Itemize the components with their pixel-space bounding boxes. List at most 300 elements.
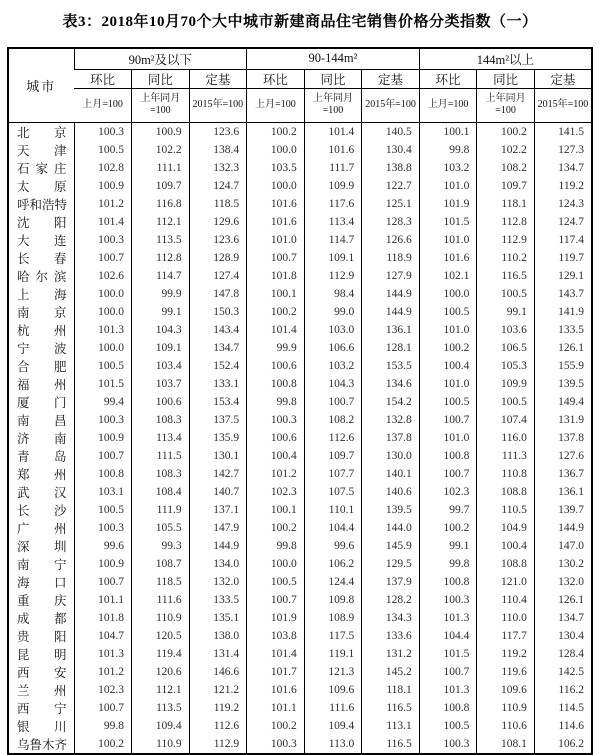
city-name: 青岛: [17, 449, 67, 464]
city-name: 南京: [17, 305, 67, 320]
index-value-cell: 128.2: [362, 591, 420, 609]
index-value-cell: 114.6: [534, 717, 592, 735]
city-column-header: 城市: [8, 48, 74, 122]
index-value-cell: 101.0: [419, 375, 477, 393]
table-row: [8, 159, 592, 177]
index-value-cell: 124.4: [304, 573, 362, 591]
index-value-cell: 112.6: [304, 429, 362, 447]
city-name: 济南: [17, 431, 67, 446]
index-value-cell: 110.4: [477, 591, 535, 609]
index-value-cell: 100.4: [419, 357, 477, 375]
index-value-cell: 100.8: [419, 699, 477, 717]
base-same-month-last-year: 上年同月=100: [132, 88, 190, 122]
index-value-cell: 128.1: [362, 339, 420, 357]
index-value-cell: 99.8: [74, 717, 132, 735]
index-value-cell: 144.0: [362, 519, 420, 537]
index-value-cell: 127.9: [362, 267, 420, 285]
table-row: [8, 573, 592, 591]
price-index-table: [7, 47, 593, 755]
index-value-cell: 104.3: [132, 321, 190, 339]
index-value-cell: 101.0: [419, 321, 477, 339]
city-name: 南宁: [17, 557, 67, 572]
base-prev-month: 上月=100: [419, 88, 477, 122]
index-value-cell: 142.5: [534, 663, 592, 681]
index-value-cell: 106.5: [477, 339, 535, 357]
index-value-cell: 100.8: [247, 375, 305, 393]
index-value-cell: 101.1: [247, 699, 305, 717]
index-value-cell: 101.7: [247, 663, 305, 681]
index-value-cell: 142.7: [189, 465, 247, 483]
subheader-fixed-base: 定基: [362, 69, 420, 88]
index-value-cell: 141.5: [534, 122, 592, 141]
index-value-cell: 100.3: [74, 411, 132, 429]
index-value-cell: 106.2: [304, 555, 362, 573]
index-value-cell: 100.5: [419, 303, 477, 321]
index-value-cell: 98.4: [304, 285, 362, 303]
index-value-cell: 100.7: [247, 591, 305, 609]
index-value-cell: 103.7: [132, 375, 190, 393]
table-row: [8, 267, 592, 285]
index-value-cell: 100.3: [74, 519, 132, 537]
table-row: [8, 429, 592, 447]
index-value-cell: 100.1: [247, 285, 305, 303]
index-value-cell: 103.2: [304, 357, 362, 375]
index-value-cell: 145.2: [362, 663, 420, 681]
index-value-cell: 100.3: [74, 122, 132, 141]
index-value-cell: 141.9: [534, 303, 592, 321]
index-value-cell: 100.2: [247, 519, 305, 537]
index-value-cell: 155.9: [534, 357, 592, 375]
index-value-cell: 101.0: [419, 231, 477, 249]
index-value-cell: 101.2: [74, 195, 132, 213]
city-name: 太原: [17, 179, 67, 194]
city-name: 成都: [17, 611, 67, 626]
city-name: 杭州: [17, 323, 67, 338]
index-value-cell: 139.7: [534, 501, 592, 519]
index-value-cell: 100.5: [74, 141, 132, 159]
index-value-cell: 100.5: [247, 573, 305, 591]
index-value-cell: 104.7: [74, 627, 132, 645]
index-value-cell: 100.2: [477, 122, 535, 141]
index-value-cell: 113.4: [304, 213, 362, 231]
index-value-cell: 100.3: [419, 735, 477, 754]
table-row: [8, 249, 592, 267]
index-value-cell: 110.2: [477, 249, 535, 267]
index-value-cell: 132.0: [189, 573, 247, 591]
index-value-cell: 109.7: [132, 177, 190, 195]
index-value-cell: 117.6: [304, 195, 362, 213]
index-value-cell: 110.9: [132, 609, 190, 627]
index-value-cell: 100.6: [247, 357, 305, 375]
index-value-cell: 146.6: [189, 663, 247, 681]
city-name: 兰州: [17, 683, 67, 698]
header-row-groups: [8, 48, 592, 69]
index-value-cell: 100.8: [74, 465, 132, 483]
index-value-cell: 102.3: [74, 681, 132, 699]
index-value-cell: 137.8: [534, 429, 592, 447]
index-value-cell: 119.2: [189, 699, 247, 717]
index-value-cell: 109.9: [304, 177, 362, 195]
index-value-cell: 108.3: [132, 465, 190, 483]
index-value-cell: 128.4: [534, 645, 592, 663]
index-value-cell: 101.2: [247, 465, 305, 483]
index-value-cell: 119.4: [132, 645, 190, 663]
index-value-cell: 144.9: [362, 303, 420, 321]
index-value-cell: 147.8: [189, 285, 247, 303]
index-value-cell: 144.9: [534, 519, 592, 537]
index-value-cell: 114.5: [534, 699, 592, 717]
city-name: 合肥: [17, 359, 67, 374]
index-value-cell: 107.7: [304, 465, 362, 483]
index-value-cell: 139.5: [534, 375, 592, 393]
city-name: 宁波: [17, 341, 67, 356]
index-value-cell: 140.7: [189, 483, 247, 501]
index-value-cell: 121.3: [304, 663, 362, 681]
index-value-cell: 134.6: [362, 375, 420, 393]
index-value-cell: 129.6: [189, 213, 247, 231]
index-value-cell: 100.7: [74, 699, 132, 717]
index-value-cell: 99.1: [419, 537, 477, 555]
index-value-cell: 100.5: [419, 393, 477, 411]
index-value-cell: 101.6: [419, 249, 477, 267]
index-value-cell: 116.2: [534, 681, 592, 699]
table-row: [8, 303, 592, 321]
index-value-cell: 107.5: [304, 483, 362, 501]
index-value-cell: 133.1: [189, 375, 247, 393]
index-value-cell: 126.1: [534, 339, 592, 357]
index-value-cell: 147.9: [189, 519, 247, 537]
index-value-cell: 113.1: [362, 717, 420, 735]
index-value-cell: 116.5: [362, 735, 420, 754]
index-value-cell: 108.1: [477, 735, 535, 754]
index-value-cell: 135.1: [189, 609, 247, 627]
table-row: [8, 699, 592, 717]
group-header-90-and-below: 90m²及以下: [74, 48, 247, 69]
index-value-cell: 100.3: [74, 231, 132, 249]
index-value-cell: 149.4: [534, 393, 592, 411]
index-value-cell: 100.8: [419, 447, 477, 465]
base-prev-month: 上月=100: [247, 88, 305, 122]
index-value-cell: 101.9: [419, 195, 477, 213]
index-value-cell: 112.6: [189, 717, 247, 735]
index-value-cell: 138.8: [362, 159, 420, 177]
index-value-cell: 112.9: [304, 267, 362, 285]
index-value-cell: 139.5: [362, 501, 420, 519]
index-value-cell: 100.2: [419, 519, 477, 537]
index-value-cell: 123.6: [189, 122, 247, 141]
index-value-cell: 120.5: [132, 627, 190, 645]
index-value-cell: 134.3: [362, 609, 420, 627]
group-header-144-above: 144m²以上: [419, 48, 592, 69]
city-name: 石家庄: [17, 161, 67, 176]
table-row: [8, 681, 592, 699]
index-value-cell: 101.5: [419, 645, 477, 663]
index-value-cell: 102.2: [477, 141, 535, 159]
index-value-cell: 99.9: [132, 285, 190, 303]
table-row: [8, 177, 592, 195]
index-value-cell: 128.3: [362, 213, 420, 231]
index-value-cell: 110.1: [304, 501, 362, 519]
index-value-cell: 101.9: [247, 609, 305, 627]
table-row: [8, 411, 592, 429]
index-value-cell: 147.0: [534, 537, 592, 555]
index-value-cell: 111.1: [132, 159, 190, 177]
index-value-cell: 117.7: [477, 627, 535, 645]
index-value-cell: 133.5: [534, 321, 592, 339]
index-value-cell: 99.4: [74, 393, 132, 411]
index-value-cell: 116.5: [362, 699, 420, 717]
index-value-cell: 101.3: [74, 321, 132, 339]
table-row: [8, 122, 592, 141]
city-name: 大连: [17, 233, 67, 248]
table-row: [8, 555, 592, 573]
index-value-cell: 145.9: [362, 537, 420, 555]
index-value-cell: 109.4: [132, 717, 190, 735]
index-value-cell: 119.7: [534, 249, 592, 267]
index-value-cell: 103.8: [247, 627, 305, 645]
index-value-cell: 117.5: [304, 627, 362, 645]
index-value-cell: 100.5: [74, 501, 132, 519]
city-name: 哈尔滨: [17, 269, 67, 284]
index-value-cell: 104.9: [477, 519, 535, 537]
index-value-cell: 143.7: [534, 285, 592, 303]
index-value-cell: 132.0: [534, 573, 592, 591]
index-value-cell: 109.1: [132, 339, 190, 357]
index-value-cell: 100.0: [74, 339, 132, 357]
index-value-cell: 99.8: [419, 141, 477, 159]
index-value-cell: 101.6: [304, 141, 362, 159]
index-value-cell: 112.8: [132, 249, 190, 267]
index-value-cell: 113.4: [132, 429, 190, 447]
index-value-cell: 109.8: [304, 591, 362, 609]
city-name: 重庆: [17, 593, 67, 608]
index-value-cell: 144.9: [189, 537, 247, 555]
index-value-cell: 100.0: [74, 285, 132, 303]
index-value-cell: 100.1: [419, 122, 477, 141]
table-row: [8, 231, 592, 249]
index-value-cell: 112.9: [477, 231, 535, 249]
header-row-subtype: [8, 69, 592, 88]
index-value-cell: 118.9: [362, 249, 420, 267]
base-2015: 2015年=100: [362, 88, 420, 122]
index-value-cell: 101.2: [74, 663, 132, 681]
index-value-cell: 132.8: [362, 411, 420, 429]
index-value-cell: 100.6: [247, 429, 305, 447]
index-value-cell: 110.8: [477, 465, 535, 483]
index-value-cell: 99.8: [247, 537, 305, 555]
index-value-cell: 100.7: [304, 393, 362, 411]
index-value-cell: 102.8: [74, 159, 132, 177]
index-value-cell: 153.5: [362, 357, 420, 375]
index-value-cell: 128.9: [189, 249, 247, 267]
index-value-cell: 101.0: [247, 231, 305, 249]
index-value-cell: 100.2: [247, 303, 305, 321]
index-value-cell: 100.4: [477, 537, 535, 555]
index-value-cell: 117.4: [534, 231, 592, 249]
table-title: 表3：2018年10月70个大中城市新建商品住宅销售价格分类指数（一）: [62, 14, 538, 30]
city-name: 长沙: [17, 503, 67, 518]
index-value-cell: 100.7: [74, 249, 132, 267]
index-value-cell: 121.0: [477, 573, 535, 591]
index-value-cell: 105.3: [477, 357, 535, 375]
index-value-cell: 121.2: [189, 681, 247, 699]
base-same-month-last-year: 上年同月=100: [304, 88, 362, 122]
table-header: [8, 48, 592, 122]
table-body: [8, 122, 592, 754]
index-value-cell: 101.4: [74, 213, 132, 231]
index-value-cell: 101.6: [247, 213, 305, 231]
index-value-cell: 110.0: [477, 609, 535, 627]
index-value-cell: 103.1: [74, 483, 132, 501]
index-value-cell: 101.4: [304, 122, 362, 141]
index-value-cell: 110.9: [477, 699, 535, 717]
index-value-cell: 100.5: [477, 285, 535, 303]
index-value-cell: 134.7: [189, 339, 247, 357]
index-value-cell: 101.6: [247, 195, 305, 213]
index-value-cell: 119.6: [477, 663, 535, 681]
city-name: 上海: [17, 287, 67, 302]
index-value-cell: 114.7: [132, 267, 190, 285]
index-value-cell: 100.2: [419, 339, 477, 357]
index-value-cell: 100.0: [419, 285, 477, 303]
index-value-cell: 100.6: [132, 393, 190, 411]
city-name: 昆明: [17, 647, 67, 662]
table-row: [8, 213, 592, 231]
city-name: 厦门: [17, 395, 67, 410]
table-row: [8, 393, 592, 411]
index-value-cell: 137.5: [189, 411, 247, 429]
base-2015: 2015年=100: [189, 88, 247, 122]
table-row: [8, 663, 592, 681]
index-value-cell: 126.1: [534, 591, 592, 609]
index-value-cell: 111.5: [132, 447, 190, 465]
city-name: 呼和浩特: [17, 197, 68, 212]
index-value-cell: 100.0: [247, 141, 305, 159]
table-row: [8, 375, 592, 393]
index-value-cell: 114.7: [304, 231, 362, 249]
index-value-cell: 130.4: [534, 627, 592, 645]
index-value-cell: 100.9: [74, 555, 132, 573]
index-value-cell: 130.4: [362, 141, 420, 159]
index-value-cell: 101.5: [74, 375, 132, 393]
index-value-cell: 140.5: [362, 122, 420, 141]
index-value-cell: 99.3: [132, 537, 190, 555]
index-value-cell: 101.0: [419, 177, 477, 195]
table-row: [8, 501, 592, 519]
table-row: [8, 483, 592, 501]
index-value-cell: 136.1: [534, 483, 592, 501]
index-value-cell: 100.9: [74, 177, 132, 195]
index-value-cell: 130.1: [189, 447, 247, 465]
table-row: [8, 537, 592, 555]
base-same-month-last-year: 上年同月=100: [477, 88, 535, 122]
index-value-cell: 100.0: [247, 555, 305, 573]
index-value-cell: 100.7: [419, 411, 477, 429]
index-value-cell: 150.3: [189, 303, 247, 321]
index-value-cell: 129.1: [534, 267, 592, 285]
index-value-cell: 125.1: [362, 195, 420, 213]
index-value-cell: 127.4: [189, 267, 247, 285]
index-value-cell: 101.6: [247, 681, 305, 699]
index-value-cell: 100.2: [74, 735, 132, 754]
index-value-cell: 135.9: [189, 429, 247, 447]
index-value-cell: 130.2: [534, 555, 592, 573]
index-value-cell: 100.9: [132, 122, 190, 141]
subheader-fixed-base: 定基: [534, 69, 592, 88]
index-value-cell: 110.6: [477, 717, 535, 735]
index-value-cell: 112.1: [132, 213, 190, 231]
index-value-cell: 100.5: [74, 357, 132, 375]
index-value-cell: 138.4: [189, 141, 247, 159]
index-value-cell: 119.2: [534, 177, 592, 195]
index-value-cell: 99.8: [247, 393, 305, 411]
index-value-cell: 127.3: [534, 141, 592, 159]
table-row: [8, 447, 592, 465]
index-value-cell: 112.8: [477, 213, 535, 231]
index-value-cell: 136.7: [534, 465, 592, 483]
index-value-cell: 102.3: [419, 483, 477, 501]
index-value-cell: 111.6: [132, 591, 190, 609]
city-name: 乌鲁木齐: [17, 737, 68, 752]
index-value-cell: 100.7: [419, 663, 477, 681]
index-value-cell: 100.4: [247, 447, 305, 465]
index-value-cell: 100.5: [477, 393, 535, 411]
index-value-cell: 100.2: [247, 717, 305, 735]
index-value-cell: 103.4: [132, 357, 190, 375]
index-value-cell: 132.3: [189, 159, 247, 177]
index-value-cell: 118.5: [132, 573, 190, 591]
city-name: 福州: [17, 377, 67, 392]
index-value-cell: 100.7: [74, 447, 132, 465]
index-value-cell: 112.9: [189, 735, 247, 754]
index-value-cell: 126.6: [362, 231, 420, 249]
city-name: 贵阳: [17, 629, 67, 644]
header-row-base: [8, 88, 592, 122]
index-value-cell: 104.4: [304, 519, 362, 537]
index-value-cell: 140.6: [362, 483, 420, 501]
index-value-cell: 144.9: [362, 285, 420, 303]
table-row: [8, 591, 592, 609]
index-value-cell: 100.0: [74, 303, 132, 321]
index-value-cell: 109.6: [304, 681, 362, 699]
table-row: [8, 519, 592, 537]
table-row: [8, 141, 592, 159]
table-row: [8, 321, 592, 339]
city-name: 西宁: [17, 701, 67, 716]
page: [0, 10, 600, 752]
index-value-cell: 109.6: [477, 681, 535, 699]
index-value-cell: 134.7: [534, 159, 592, 177]
index-value-cell: 108.8: [477, 555, 535, 573]
index-value-cell: 109.7: [477, 177, 535, 195]
index-value-cell: 123.6: [189, 231, 247, 249]
index-value-cell: 112.1: [132, 681, 190, 699]
index-value-cell: 129.5: [362, 555, 420, 573]
subheader-yoy: 同比: [477, 69, 535, 88]
index-value-cell: 106.2: [534, 735, 592, 754]
index-value-cell: 100.3: [419, 591, 477, 609]
index-value-cell: 101.4: [247, 321, 305, 339]
index-value-cell: 101.3: [419, 681, 477, 699]
index-value-cell: 109.9: [477, 375, 535, 393]
index-value-cell: 99.8: [419, 555, 477, 573]
index-value-cell: 101.4: [247, 645, 305, 663]
index-value-cell: 105.5: [132, 519, 190, 537]
index-value-cell: 124.3: [534, 195, 592, 213]
index-value-cell: 113.0: [304, 735, 362, 754]
index-value-cell: 131.2: [362, 645, 420, 663]
index-value-cell: 99.1: [477, 303, 535, 321]
